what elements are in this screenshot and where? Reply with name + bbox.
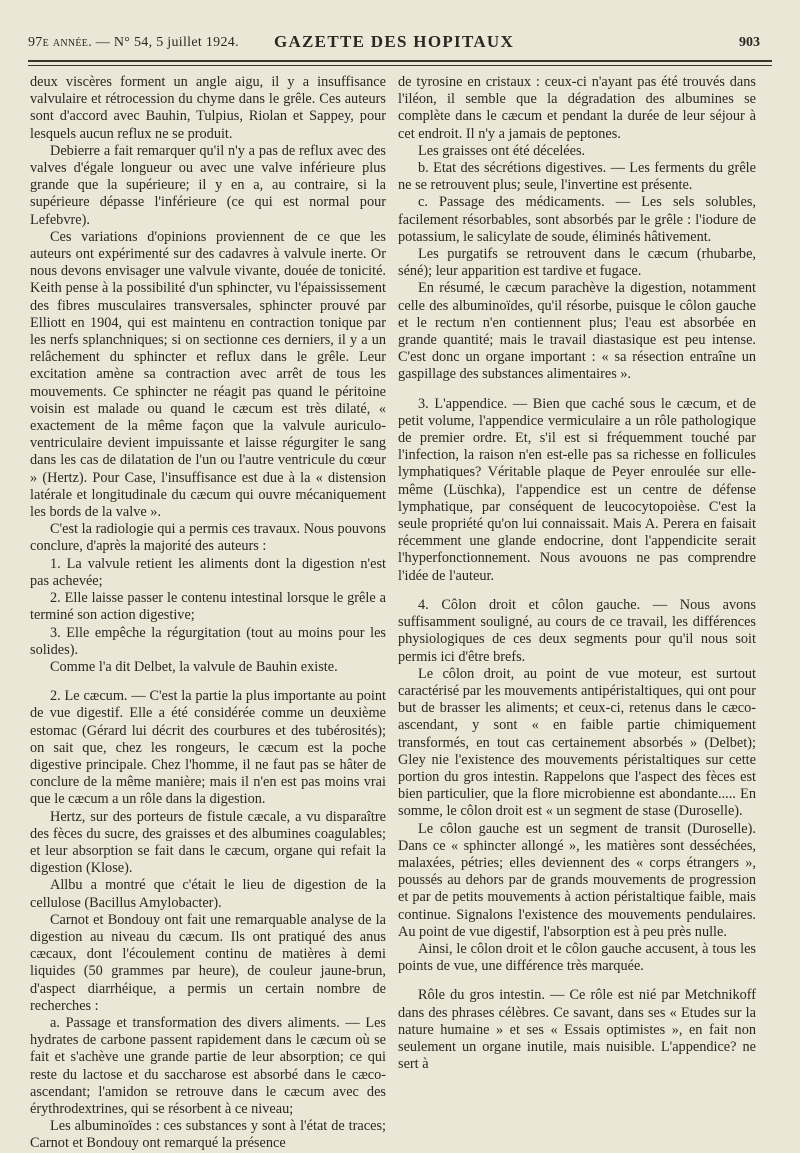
running-header [28, 24, 760, 54]
paragraph: Allbu a montré que c'était le lieu de digestion de la cellulose (Bacillus Amylobacter). [30, 877, 386, 911]
paragraph: b. Etat des sécrétions digestives. — Les ferments du grêle ne se retrouvent plus; seule, l'invertine est présente. [398, 160, 756, 194]
page-number: 903 [739, 35, 760, 50]
paragraph: Les albuminoïdes : ces substances y sont à l'état de traces; Carnot et Bondouy ont remarqué la présence [30, 1118, 386, 1152]
paragraph: Le côlon gauche est un segment de transit (Duroselle). Dans ce « sphincter allongé », les matières sont desséchées, malaxées, pétries; elles deviennent des « corps étrangers », poussés au dehors par de grands mouvements de progression et par de petits mouvements à action péristaltique faible, mais continue. Signalons l'existence des mouvements pendulaires. Au point de vue digestif, l'absorption est à peu près nulle. [398, 820, 756, 940]
paragraph: de tyrosine en cristaux : ceux-ci n'ayant pas été trouvés dans l'iléon, il semble que la dégradation des albumines se complète dans le cæcum et pendant la durée de leur séjour à cet endroit. Il n'y a jamais de peptones. [398, 74, 756, 142]
paragraph: C'est la radiologie qui a permis ces travaux. Nous pouvons conclure, d'après la majorité des auteurs : [30, 521, 386, 555]
journal-title: GAZETTE DES HOPITAUX [273, 32, 515, 51]
header-rule-thin [28, 65, 772, 66]
paragraph: Comme l'a dit Delbet, la valvule de Bauhin existe. [50, 658, 338, 675]
paragraph: a. Passage et transformation des divers aliments. — Les hydrates de carbone passent rapidement dans le cæcum où se fait et s'achève une grande partie de leur absorption; ce qui reste du lactose et du saccharose est absorbé dans le cæco-ascendant; l'amidon se retrouve dans le cæcum avec des érythrodextrines, qui se résorbent à ce niveau; [30, 1014, 386, 1117]
paragraph: En résumé, le cæcum parachève la digestion, notamment celle des albuminoïdes, qu'il résorbe, puisque le côlon gauche et le rectum n'en contiennent plus; l'eau est absorbée en grande quantité; mais le travail diastasique est peu intense. C'est donc un organe important : « sa résection entraîne un gaspillage des substances alimentaires ». [398, 280, 756, 383]
paragraph: deux viscères forment un angle aigu, il y a insuffisance valvulaire et rétrocession du chyme dans le grêle. Ces auteurs sont d'accord avec Bauhin, Tulpius, Riolan et Sappey, pour lesquels aucun reflux ne se produit. [30, 74, 386, 142]
list-item: 1. La valvule retient les aliments dont la digestion n'est pas achevée; [30, 555, 386, 589]
paragraph: c. Passage des médicaments. — Les sels solubles, facilement résorbables, sont absorbés par le grêle : l'iodure de potassium, le salicylate de soude, éliminés hâtivement. [398, 194, 756, 245]
paragraph: Le côlon droit, au point de vue moteur, est surtout caractérisé par les mouvements antipéristaltiques, qui ont pour but de brasser les aliments; et ceux-ci, retenus dans le cæco-ascendant, y sont « en faible partie chimiquement transformés, en tout cas certainement absorbés » (Delbet); Gley nie l'existence des mouvements péristaltiques sur cette portion du gros intestin. Rappelons que l'aspect des fèces est bien particulier, que la flore microbienne est abondante..... En somme, le côlon droit est « un segment de stase (Duroselle). [398, 665, 756, 820]
volume-number: 97 [28, 35, 43, 50]
paragraph: Ces variations d'opinions proviennent de ce que les auteurs ont expérimenté sur des cadavres à valvule inerte. Or nous devons envisager une valvule vivante, douée de tonicité. Keith pense à la possibilité d'un sphincter, vu l'épaississement des fibres musculaires transversales, sphincter prouvé par Elliott en 1904, qui est maintenu en contraction tonique par les nerfs splanchniques; si on sectionne ces derniers, il y a un relâchement du sphincter et reflux dans le grêle. Leur excitation amène sa contraction avec arrêt de tous les mouvements. Ce sphincter ne réagit pas quand le péritoine voisin est malade ou quand le cæcum est très dilaté, « exactement de la même façon que la valvule auriculo-ventriculaire devient impuissante et laisse régurgiter le sang dans les cas de dilatation de l'un ou l'autre ventricule du cœur » (Hertz). Pour Case, l'insuffisance est due à la « distension latérale et longitudinale du cæcum qui ouvre mécaniquement les bords de la valve ». [30, 228, 386, 521]
volume-suffix: e année. [42, 35, 92, 50]
left-column [30, 74, 386, 1153]
paragraph: Les purgatifs se retrouvent dans le cæcum (rhubarbe, séné); leur apparition est tardive et fugace. [398, 246, 756, 280]
paragraph: Ainsi, le côlon droit et le côlon gauche accusent, à tous les points de vue, une différence très marquée. [398, 940, 756, 975]
section-paragraph: Rôle du gros intestin. — Ce rôle est nié par Metchnikoff dans des phrases célèbres. Ce savant, dans ses « Etudes sur la nature humaine » et ses « Essais optimistes », en fait non seulement un organe inutile, mais nuisible. L'appendice? ne sert à [398, 987, 756, 1073]
paragraph: Carnot et Bondouy ont fait une remarquable analyse de la digestion au niveau du cæcum. Ils ont pratiqué des anus cæcaux, dont l'écoulement continu de matières à demi liquides (50 grammes par heure), de couleur jaune-brun, d'aspect diarrhéique, a permis un certain nombre de recherches : [30, 911, 386, 1014]
section-paragraph: 3. L'appendice. — Bien que caché sous le cæcum, et de petit volume, l'appendice vermiculaire a un rôle pathologique de premier ordre. Et, s'il est si fréquemment touché par l'infection, la raison n'en est-elle pas sa richesse en follicules lymphatiques? Véritable plaque de Peyer enroulée sur elle-même (Lüschka), l'appendice est un centre de défense lymphatique, par conséquent de leucocytopoièse. C'est la seule propriété qu'on lui connaissait. Mais A. Perera en faisait récemment une glande endocrine, dont l'appendicite serait l'hyperfonctionnement. Nous avouons ne pas comprendre l'idée de l'auteur. [398, 395, 756, 584]
section-paragraph: 2. Le cæcum. — C'est la partie la plus importante au point de vue digestif. Elle a été considérée comme un deuxième estomac (Gérard lui décrit des courbures et des tubérosités); on sait que, chez les rongeurs, le cæcum est la poche digestive principale. Chez l'homme, il ne faut pas se hâter de conclure de la même manière; mais il n'en est pas moins vrai que le cæcum a un rôle dans la digestion. [30, 688, 386, 808]
header-rule-thick [28, 60, 772, 62]
section-paragraph: 4. Côlon droit et côlon gauche. — Nous avons suffisamment souligné, au cours de ce travail, les différences physiologiques de ces deux segments pour qu'il nous soit permis ici d'être brefs. [398, 596, 756, 665]
list-item: 2. Elle laisse passer le contenu intestinal lorsque le grêle a terminé son action digestive; [30, 590, 386, 624]
list-item: 3. Elle empêche la régurgitation (tout au moins pour les solides). [30, 624, 386, 658]
paragraph: Debierre a fait remarquer qu'il n'y a pas de reflux avec des valves d'égale longueur ou avec une valve inférieure plus grande que la supérieure; il y en a, au contraire, si la supérieure dépasse l'inférieure (ce qui est normal pour Lefebvre). [30, 142, 386, 228]
issue-date: — N° 54, 5 juillet 1924. [92, 35, 239, 50]
paragraph: Les graisses ont été décelées. [418, 142, 586, 159]
right-column [398, 74, 756, 1073]
paragraph: Hertz, sur des porteurs de fistule cæcale, a vu disparaître des fèces du sucre, des graisses et des albumines coagulables; et leur absorption se fait dans le cæcum, organe qui refait la digestion (Klose). [30, 808, 386, 877]
